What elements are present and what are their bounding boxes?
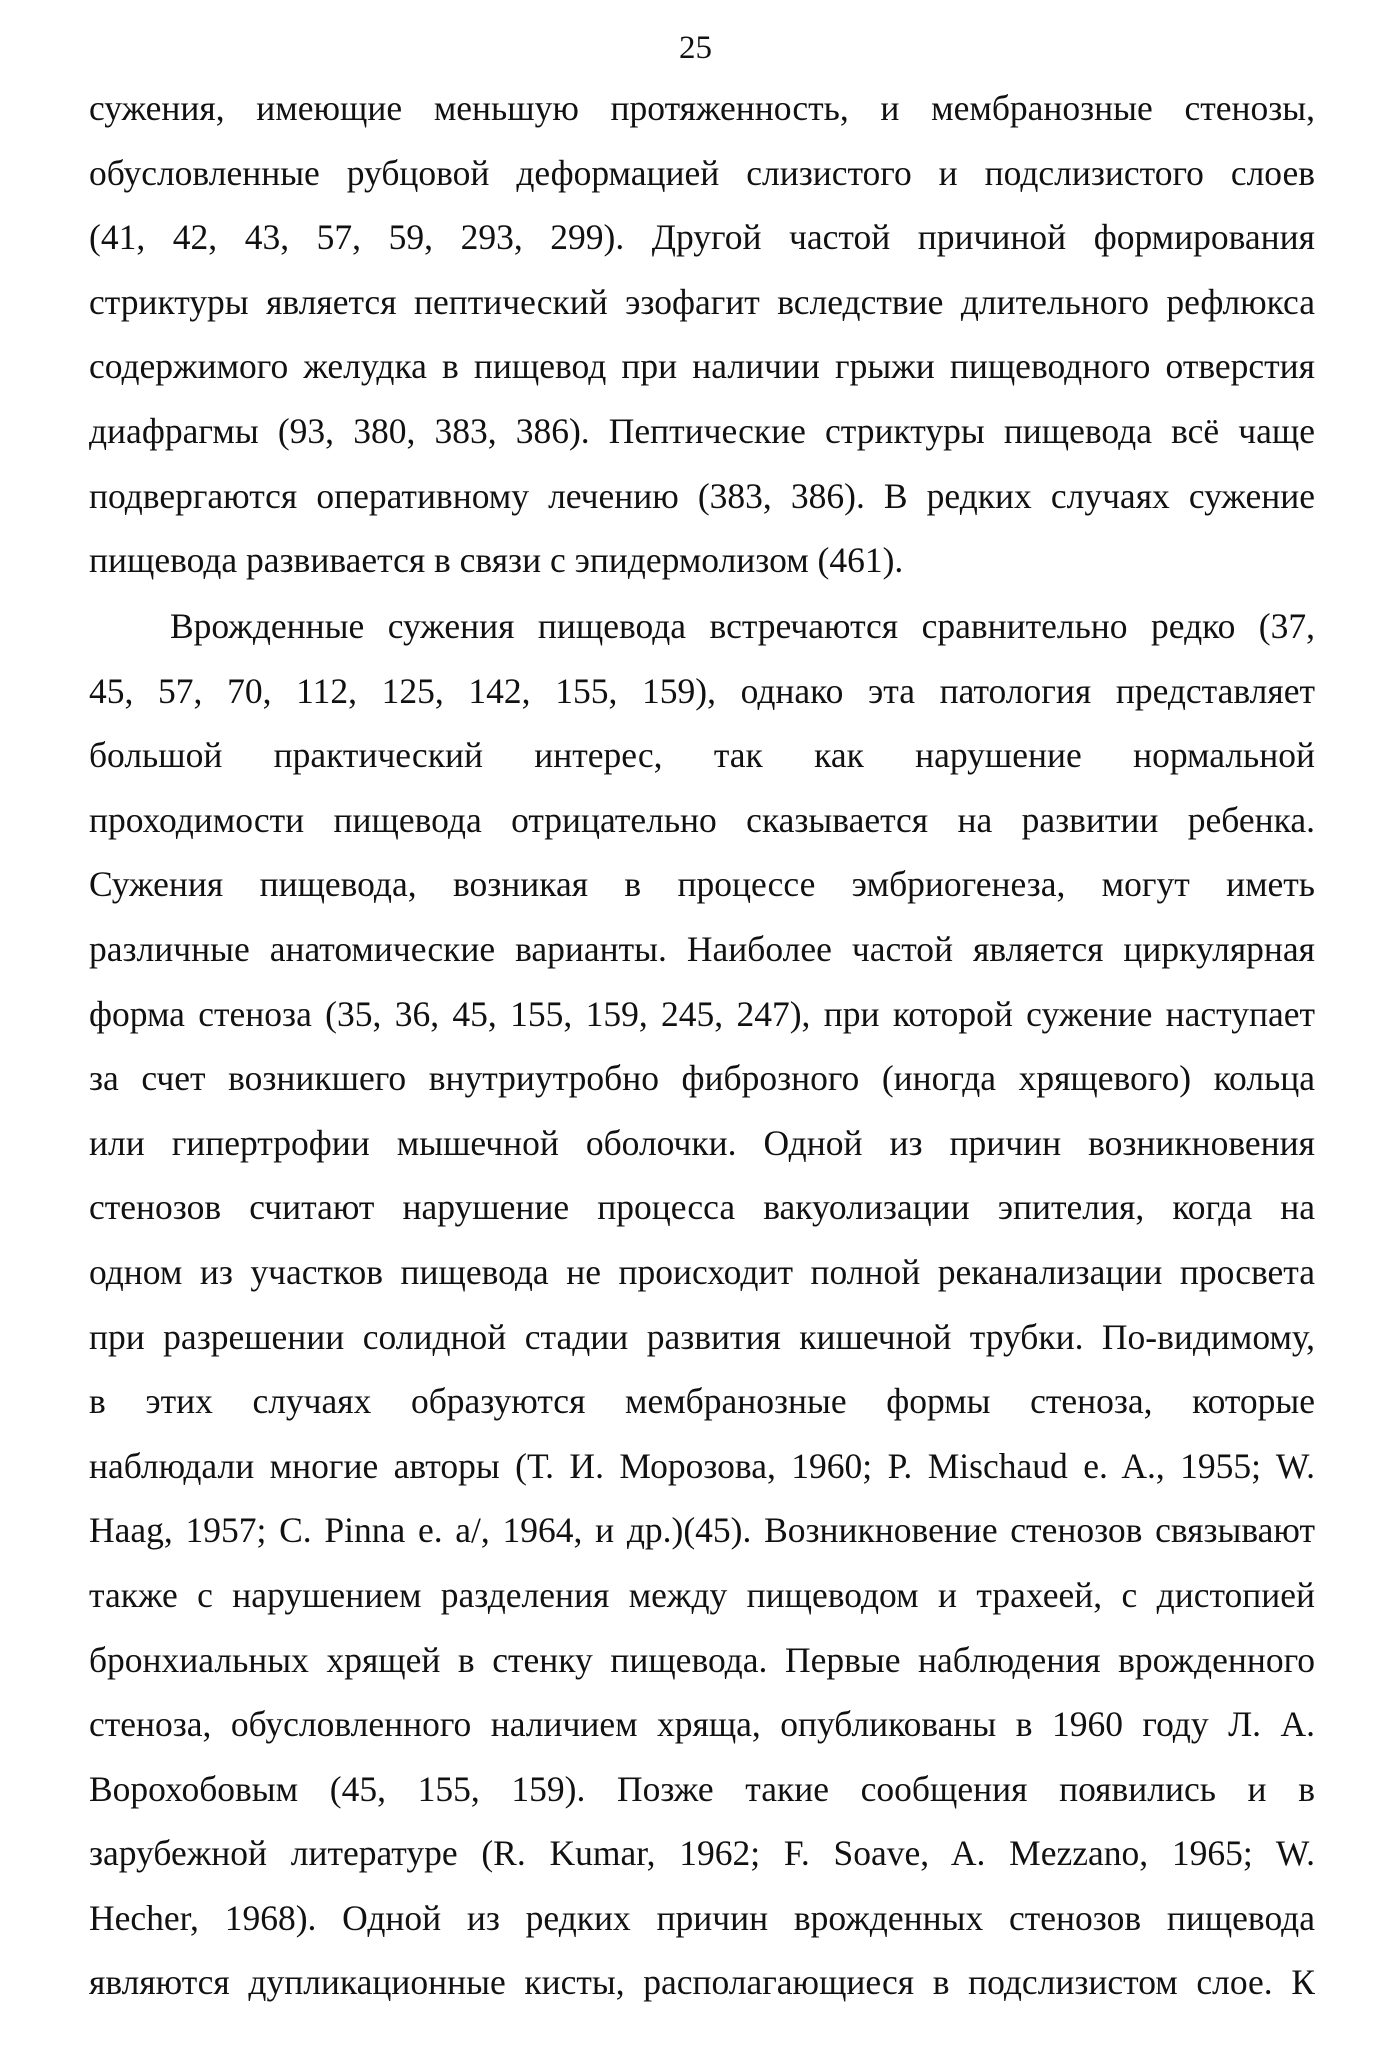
text-line: Ворохобовым (45, 155, 159). Позже такие сообщения появились и в xyxy=(89,1768,1315,1809)
text-line: Hecher, 1968). Одной из редких причин врожденных стенозов пищевода xyxy=(89,1897,1315,1938)
text-line: большой практический интерес, так как нарушение нормальной xyxy=(89,735,1315,776)
text-line: 45, 57, 70, 112, 125, 142, 155, 159), однако эта патология представляет xyxy=(89,670,1315,711)
text-line: за счет возникшего внутриутробно фиброзного (иногда хрящевого) кольца xyxy=(89,1058,1315,1099)
text-line: бронхиальных хрящей в стенку пищевода. Первые наблюдения врожденного xyxy=(89,1639,1315,1680)
text-line: стриктуры является пептический эзофагит вследствие длительного рефлюкса xyxy=(89,281,1315,322)
text-line: в этих случаях образуются мембранозные формы стеноза, которые xyxy=(89,1381,1315,1422)
text-line: являются дупликационные кисты, располагающиеся в подслизистом слое. К xyxy=(89,1962,1315,2003)
text-line: (41, 42, 43, 57, 59, 293, 299). Другой частой причиной формирования xyxy=(89,217,1315,258)
text-line: подвергаются оперативному лечению (383, 386). В редких случаях сужение xyxy=(89,475,1315,516)
text-line: Врожденные сужения пищевода встречаются сравнительно редко (37, xyxy=(170,606,1315,646)
text-line: сужения, имеющие меньшую протяженность, и мембранозные стенозы, xyxy=(89,88,1315,128)
text-line: стенозов считают нарушение процесса вакуолизации эпителия, когда на xyxy=(89,1187,1315,1228)
text-line: форма стеноза (35, 36, 45, 155, 159, 245, 247), при которой сужение наступает xyxy=(89,993,1315,1034)
text-line: наблюдали многие авторы (Т. И. Морозова, 1960; P. Mischaud e. A., 1955; W. xyxy=(89,1445,1315,1486)
text-line: различные анатомические варианты. Наиболее частой является циркулярная xyxy=(89,928,1315,969)
text-line: содержимого желудка в пищевод при наличии грыжи пищеводного отверстия xyxy=(89,346,1315,387)
text-line: при разрешении солидной стадии развития кишечной трубки. По-видимому, xyxy=(89,1316,1315,1357)
text-line: диафрагмы (93, 380, 383, 386). Пептические стриктуры пищевода всё чаще xyxy=(89,410,1315,451)
text-line: одном из участков пищевода не происходит полной реканализации просвета xyxy=(89,1251,1315,1292)
text-line: зарубежной литературе (R. Kumar, 1962; F. Soave, A. Mezzano, 1965; W. xyxy=(89,1833,1315,1874)
text-line: стеноза, обусловленного наличием хряща, опубликованы в 1960 году Л. А. xyxy=(89,1704,1315,1745)
text-line: обусловленные рубцовой деформацией слизистого и подслизистого слоев xyxy=(89,152,1315,193)
text-line: пищевода развивается в связи с эпидермолизом (461). xyxy=(89,540,904,581)
text-line: или гипертрофии мышечной оболочки. Одной из причин возникновения xyxy=(89,1122,1315,1163)
text-line: проходимости пищевода отрицательно сказывается на развитии ребенка. xyxy=(89,799,1315,840)
text-line: Сужения пищевода, возникая в процессе эмбриогенеза, могут иметь xyxy=(89,864,1315,905)
text-line: также с нарушением разделения между пищеводом и трахеей, с дистопией xyxy=(89,1574,1315,1615)
paragraph-2 xyxy=(89,594,1315,2015)
page-number: 25 xyxy=(679,30,712,66)
text-line: Haag, 1957; C. Pinna e. a/, 1964, и др.)(45). Возникновение стенозов связывают xyxy=(89,1510,1315,1551)
paragraph-1 xyxy=(89,76,1315,593)
